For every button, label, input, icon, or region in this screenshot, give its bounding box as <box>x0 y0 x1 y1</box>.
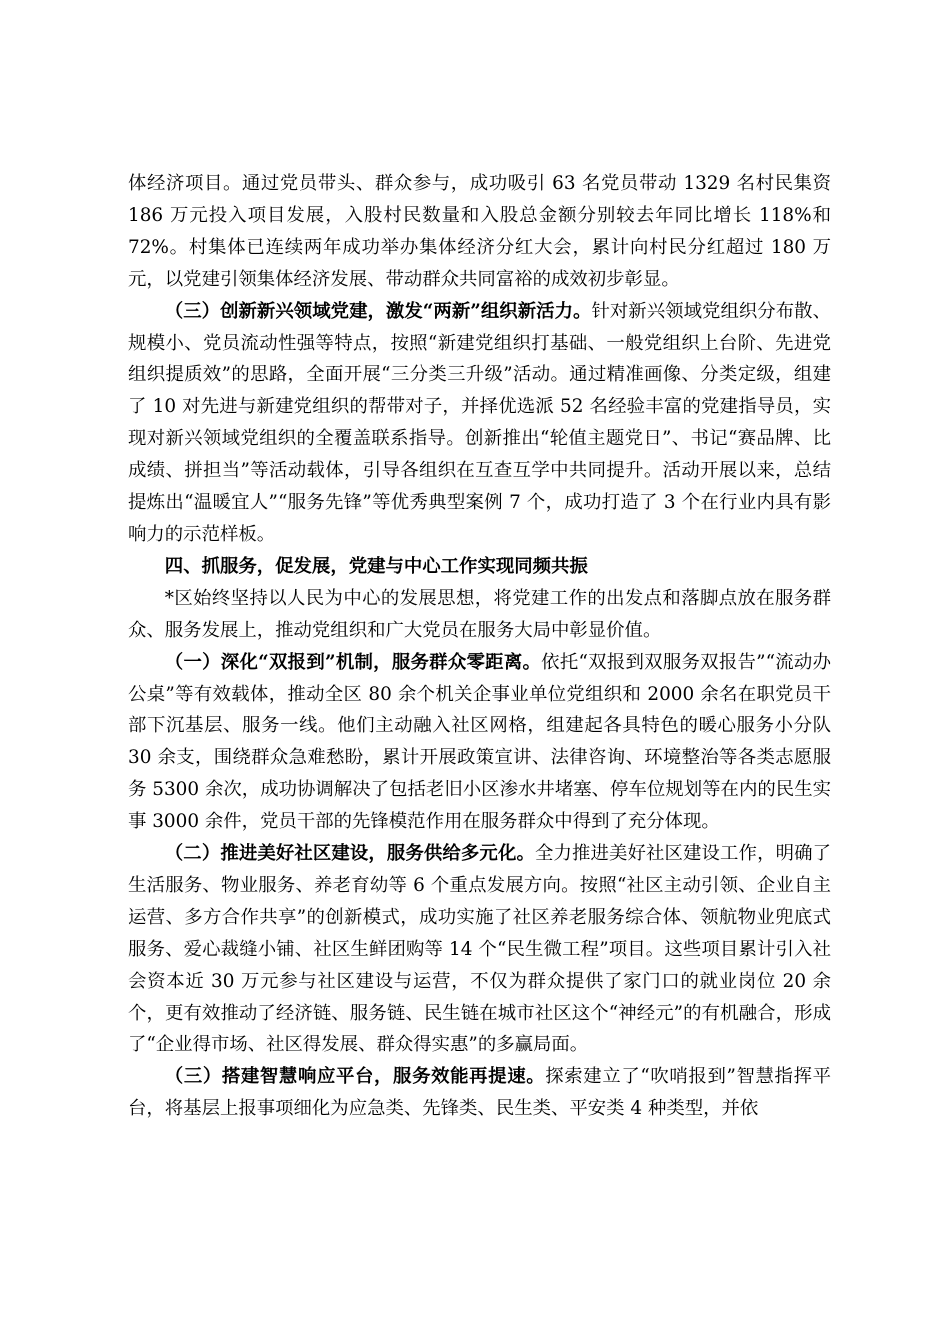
paragraph-text: *区始终坚持以人民为中心的发展思想，将党建工作的出发点和落脚点放在服务群众、服务发展上，推动党组织和广大党员在服务大局中彰显价值。 <box>128 587 831 641</box>
paragraph-text: 探索建立了“吹哨报到”智慧指挥平台，将基层上报事项细化为应急类、先锋类、民生类、平安类 4 种类型，并依 <box>128 1066 831 1120</box>
document-page <box>128 168 831 1125</box>
paragraph-new-domain-party-building <box>128 296 831 551</box>
paragraph-text: 依托“双报到双服务双报告”“流动办公桌”等有效载体，推动全区 80 余个机关企事业单位党组织和 2000 余名在职党员干部下沉基层、服务一线。他们主动融入社区网格，组建起各具特色的暖心服务小分队 30 余支，围绕群众急难愁盼，累计开展政策宣讲、法律咨询、环境整治等各类志愿服务 5300 余次，成功协调解决了包括老旧小区渗水井堵塞、停车位规划等在内的民生实事 3000 余件，党员干部的先锋模范作用在服务群众中得到了充分体现。 <box>128 651 831 833</box>
paragraph-text: 全力推进美好社区建设工作，明确了生活服务、物业服务、养老育幼等 6 个重点发展方向。按照“社区主动引领、企业自主运营、多方合作共享”的创新模式，成功实施了社区养老服务综合体、领航物业兜底式服务、爱心裁缝小铺、社区生鲜团购等 14 个“民生微工程”项目。这些项目累计引入社会资本近 30 万元参与社区建设与运营，不仅为群众提供了家门口的就业岗位 20 余个，更有效推动了经济链、服务链、民生链在城市社区这个“神经元”的有机融合，形成了“企业得市场、社区得发展、群众得实惠”的多赢局面。 <box>128 843 831 1056</box>
paragraph-text: 针对新兴领域党组织分布散、规模小、党员流动性强等特点，按照“新建党组织打基础、一般党组织上台阶、先进党组织提质效”的思路，全面开展“三分类三升级”活动。通过精准画像、分类定级，组建了 10 对先进与新建党组织的帮带对子，并择优选派 52 名经验丰富的党建指导员，实现对新兴领域党组织的全覆盖联系指导。创新推出“轮值主题党日”、书记“赛品牌、比成绩、拼担当”等活动载体，引导各组织在互查互学中共同提升。活动开展以来，总结提炼出“温暖宜人”“服务先锋”等优秀典型案例 7 个，成功打造了 3 个在行业内具有影响力的示范样板。 <box>128 300 831 545</box>
paragraph-continuation <box>128 168 831 296</box>
paragraph-lead: （二）推进美好社区建设，服务供给多元化。 <box>164 843 535 865</box>
paragraph-lead: （三）创新新兴领域党建，激发“两新”组织新活力。 <box>164 300 592 322</box>
paragraph-lead: （一）深化“双报到”机制，服务群众零距离。 <box>164 651 542 673</box>
paragraph-double-report <box>128 647 831 838</box>
paragraph-smart-platform <box>128 1061 831 1125</box>
paragraph-lead: （三）搭建智慧响应平台，服务效能再提速。 <box>164 1066 546 1088</box>
paragraph-community-building <box>128 838 831 1061</box>
section-heading-four: 四、抓服务，促发展，党建与中心工作实现同频共振 <box>164 555 588 577</box>
paragraph-intro-service <box>128 583 831 647</box>
paragraph-text: 体经济项目。通过党员带头、群众参与，成功吸引 63 名党员带动 1329 名村民集资 186 万元投入项目发展，入股村民数量和入股总金额分别较去年同比增长 118%和 72%。村集体已连续两年成功举办集体经济分红大会，累计向村民分红超过 180 万元，以党建引领集体经济发展、带动群众共同富裕的成效初步彰显。 <box>128 173 831 290</box>
